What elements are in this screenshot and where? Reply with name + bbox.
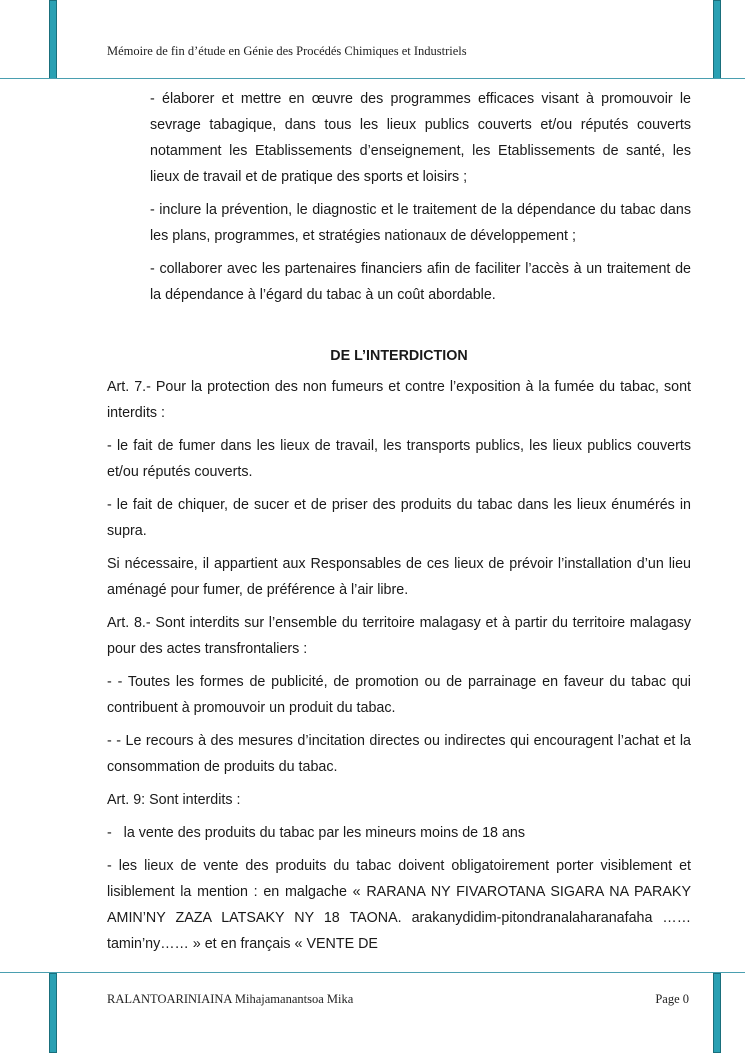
bullet-item: - élaborer et mettre en œuvre des programmes efficaces visant à promouvoir le sevrage tabagique, dans tous les lieux publics couverts et/ou réputés couverts notamment les Etablissements d’enseignement, les Etablissements de santé, les lieux de travail et de pratique des sports et loisirs ;	[150, 91, 691, 185]
paragraph: - la vente des produits du tabac par les mineurs moins de 18 ans	[107, 825, 526, 841]
footer-rule	[0, 972, 745, 973]
document-body	[107, 86, 691, 964]
header-rule	[0, 78, 745, 79]
footer-author: RALANTOARINIAINA Mihajamanantsoa Mika	[107, 992, 354, 1006]
page-number: Page 0	[655, 992, 689, 1006]
footer-left-bar	[49, 973, 57, 1053]
paragraph: - le fait de chiquer, de sucer et de priser des produits du tabac dans les lieux énumérés in supra.	[107, 497, 691, 539]
bullet-item: - collaborer avec les partenaires financiers afin de faciliter l’accès à un traitement de la dépendance à l’égard du tabac à un coût abordable.	[150, 261, 691, 303]
paragraph: Si nécessaire, il appartient aux Responsables de ces lieux de prévoir l’installation d’un lieu aménagé pour fumer, de préférence à l’air libre.	[107, 556, 691, 598]
paragraph: - - Le recours à des mesures d’incitation directes ou indirectes qui encouragent l’achat et la consommation de produits du tabac.	[107, 733, 691, 775]
paragraph: - les lieux de vente des produits du tabac doivent obligatoirement porter visiblement et lisiblement la mention : en malgache « RARANA NY FIVAROTANA SIGARA NA PARAKY AMIN’NY ZAZA LATSAKY NY 18 TAONA. arakanydidim-pitondranalaharanafaha …… tamin’ny…… » et en français « VENTE DE	[107, 858, 691, 952]
header-title: Mémoire de fin d’étude en Génie des Procédés Chimiques et Industriels	[107, 44, 467, 58]
footer-right-bar	[713, 973, 721, 1053]
header-left-bar	[49, 0, 57, 79]
header-right-bar	[713, 0, 721, 79]
paragraph: - - Toutes les formes de publicité, de promotion ou de parrainage en faveur du tabac qui contribuent à promouvoir un produit du tabac.	[107, 674, 691, 716]
paragraph: Art. 9: Sont interdits :	[107, 792, 241, 808]
bullet-item: - inclure la prévention, le diagnostic et le traitement de la dépendance du tabac dans les plans, programmes, et stratégies nationaux de développement ;	[150, 202, 691, 244]
paragraph: Art. 8.- Sont interdits sur l’ensemble du territoire malagasy et à partir du territoire malagasy pour des actes transfrontaliers :	[107, 615, 691, 657]
paragraph: - le fait de fumer dans les lieux de travail, les transports publics, les lieux publics couverts et/ou réputés couverts.	[107, 438, 691, 480]
paragraph: Art. 7.- Pour la protection des non fumeurs et contre l’exposition à la fumée du tabac, sont interdits :	[107, 379, 691, 421]
section-heading: DE L’INTERDICTION	[330, 348, 468, 364]
